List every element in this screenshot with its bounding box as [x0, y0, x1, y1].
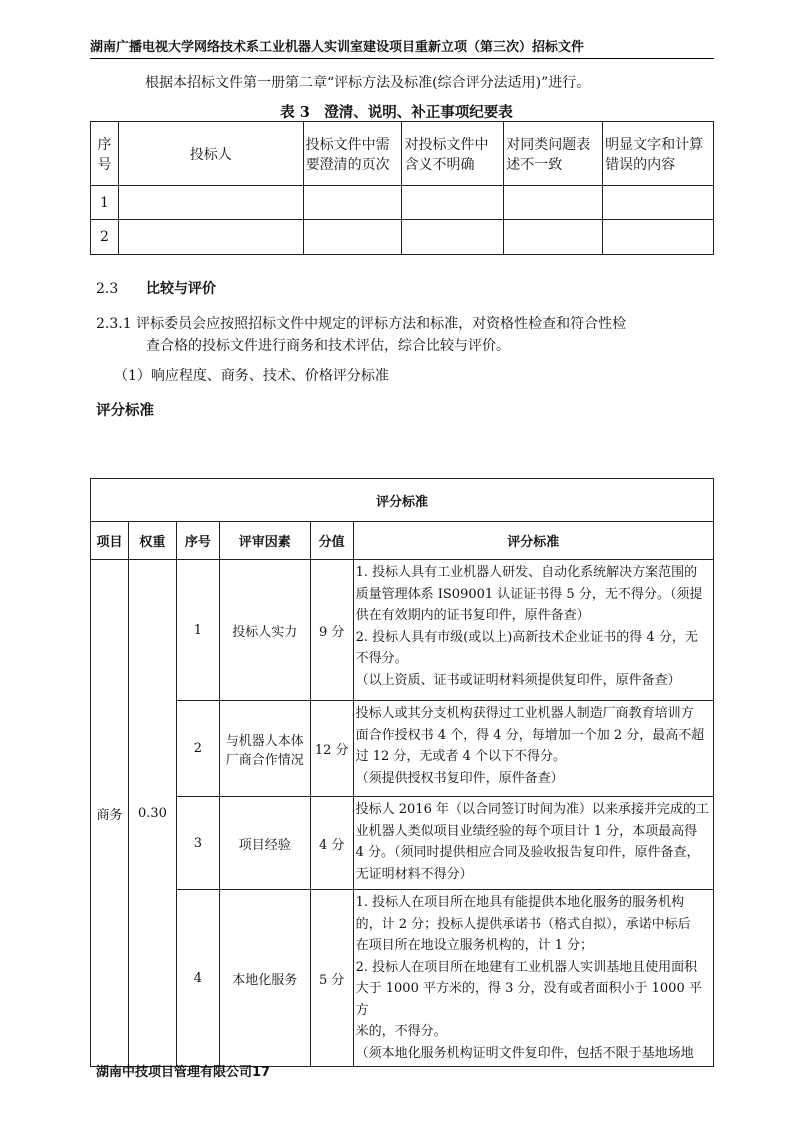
criteria-line: 过 12 分，无或者 4 个以下不得分。: [355, 749, 566, 764]
table-cell: [603, 186, 714, 220]
criteria-cell: [353, 890, 713, 1067]
scoring-title-row: [91, 479, 714, 522]
table-cell: [603, 220, 714, 255]
table-row: [91, 701, 714, 797]
section-heading: [96, 278, 216, 298]
factor-cell: 与机器人本体厂商合作情况: [219, 701, 310, 797]
criteria-line: （须提供授权书复印件，原件备查）: [355, 770, 564, 786]
table-cell: [118, 186, 303, 220]
scoring-heading: 评分标准: [96, 403, 154, 419]
weight-cell: 0.30: [128, 560, 176, 1067]
criteria-line: 1. 投标人在项目所在地具有能提供本地化服务的服务机构: [355, 895, 685, 910]
paragraph-line: 查合格的投标文件进行商务和技术评估，综合比较与评价。: [146, 338, 510, 354]
scoring-table-title: 评分标准: [91, 479, 714, 522]
header-cell: 对同类问题表述不一致: [504, 122, 603, 186]
criteria-line: 质量管理体系 IS09001 认证证书得 5 分，无不得分。（须提: [355, 586, 703, 602]
row-number: 4: [176, 890, 219, 1067]
table-cell: [504, 186, 603, 220]
table-row: [91, 560, 714, 701]
table-row: [91, 797, 714, 890]
section-title: 比较与评价: [146, 281, 216, 297]
header-cell: 评分标准: [353, 522, 713, 560]
table-header-row: [91, 122, 714, 186]
criteria-line: 米的，不得分。: [355, 1024, 447, 1039]
header-cell: 对投标文件中含义不明确: [402, 122, 504, 186]
row-number: 1: [176, 560, 219, 701]
criteria-line: 投标人或其分支机构获得过工业机器人制造厂商教育培训方: [355, 706, 694, 721]
scoring-table: [90, 478, 714, 1067]
row-number: 3: [176, 797, 219, 890]
header-cell: 项目: [91, 522, 129, 560]
criteria-line: 供在有效期内的证书复印件，原件备查）: [355, 608, 590, 623]
score-cell: 12 分: [310, 701, 353, 797]
criteria-line: 投标人 2016 年（以合同签订时间为准）以来承接并完成的工: [355, 802, 709, 817]
criteria-cell: [353, 701, 713, 797]
table-cell: [402, 186, 504, 220]
criteria-cell: [353, 560, 713, 701]
factor-cell: 投标人实力: [219, 560, 310, 701]
header-cell: 明显文字和计算错误的内容: [603, 122, 714, 186]
table-row: [91, 186, 714, 220]
table-cell: [504, 220, 603, 255]
table-cell: [118, 220, 303, 255]
criteria-line: 2. 投标人具有市级(或以上)高新技术企业证书的得 4 分，无: [355, 629, 698, 645]
table-cell: [303, 220, 402, 255]
criteria-line: 的，计 2 分；投标人提供承诺书（格式自拟），承诺中标后: [355, 916, 691, 932]
table-header-row: [91, 522, 714, 560]
header-cell: 投标文件中需要澄清的页次: [303, 122, 402, 186]
header-divider: [90, 58, 714, 59]
criteria-line: 4 分。（须同时提供相应合同及验收报告复印件，原件备查，: [355, 845, 700, 860]
table3-caption: 表 3 澄清、说明、补正事项纪要表: [280, 104, 513, 121]
table-cell: [402, 220, 504, 255]
criteria-line: 1. 投标人具有工业机器人研发、自动化系统解决方案范围的: [355, 565, 698, 580]
score-cell: 9 分: [310, 560, 353, 701]
intro-text: 根据本招标文件第一册第二章“评标方法及标准(综合评分法适用)”进行。: [145, 75, 591, 91]
criteria-line: 在项目所在地设立服务机构的，计 1 分；: [355, 938, 594, 953]
criteria-line: （须本地化服务机构证明文件复印件，包括不限于基地场地: [355, 1045, 694, 1061]
criteria-line: 业机器人类似项目业绩经验的每个项目计 1 分，本项最高得: [355, 823, 698, 839]
score-cell: 5 分: [310, 890, 353, 1067]
paragraph-line: 2.3.1 评标委员会应按照招标文件中规定的评标方法和标准，对资格性检查和符合性检: [96, 316, 627, 332]
row-number: 2: [91, 220, 119, 255]
criteria-line: 大于 1000 平方米的，得 3 分，没有或者面积小于 1000 平方: [355, 981, 702, 1018]
row-number: 2: [176, 701, 219, 797]
criteria-line: 2. 投标人在项目所在地建有工业机器人实训基地且使用面积: [355, 959, 698, 975]
criteria-line: 无证明材料不得分）: [355, 866, 473, 882]
page-footer: 湖南中技项目管理有限公司17: [96, 1065, 271, 1080]
row-number: 1: [91, 186, 119, 220]
criteria-line: 面合作授权书 4 个，得 4 分，每增加一个加 2 分，最高不超: [355, 727, 705, 743]
header-cell: 序号: [176, 522, 219, 560]
document-header: 湖南广播电视大学网络技术系工业机器人实训室建设项目重新立项（第三次）招标文件: [90, 40, 585, 55]
criteria-line: （以上资质、证书或证明材料须提供复印件，原件备查）: [355, 672, 681, 688]
category-cell: 商务: [91, 560, 129, 1067]
score-cell: 4 分: [310, 797, 353, 890]
table-row: [91, 220, 714, 255]
clarification-table: [90, 121, 714, 255]
section-paragraph: [96, 313, 706, 357]
criteria-line: 不得分。: [355, 651, 408, 666]
header-cell: 投标人: [118, 122, 303, 186]
table-row: [91, 890, 714, 1067]
header-cell: 评审因素: [219, 522, 310, 560]
section-number: 2.3: [96, 281, 119, 297]
header-cell: 分值: [310, 522, 353, 560]
factor-cell: 项目经验: [219, 797, 310, 890]
header-cell: 序号: [91, 122, 119, 186]
list-item: （1）响应程度、商务、技术、价格评分标准: [114, 368, 389, 384]
table-cell: [303, 186, 402, 220]
criteria-cell: [353, 797, 713, 890]
header-cell: 权重: [128, 522, 176, 560]
factor-cell: 本地化服务: [219, 890, 310, 1067]
